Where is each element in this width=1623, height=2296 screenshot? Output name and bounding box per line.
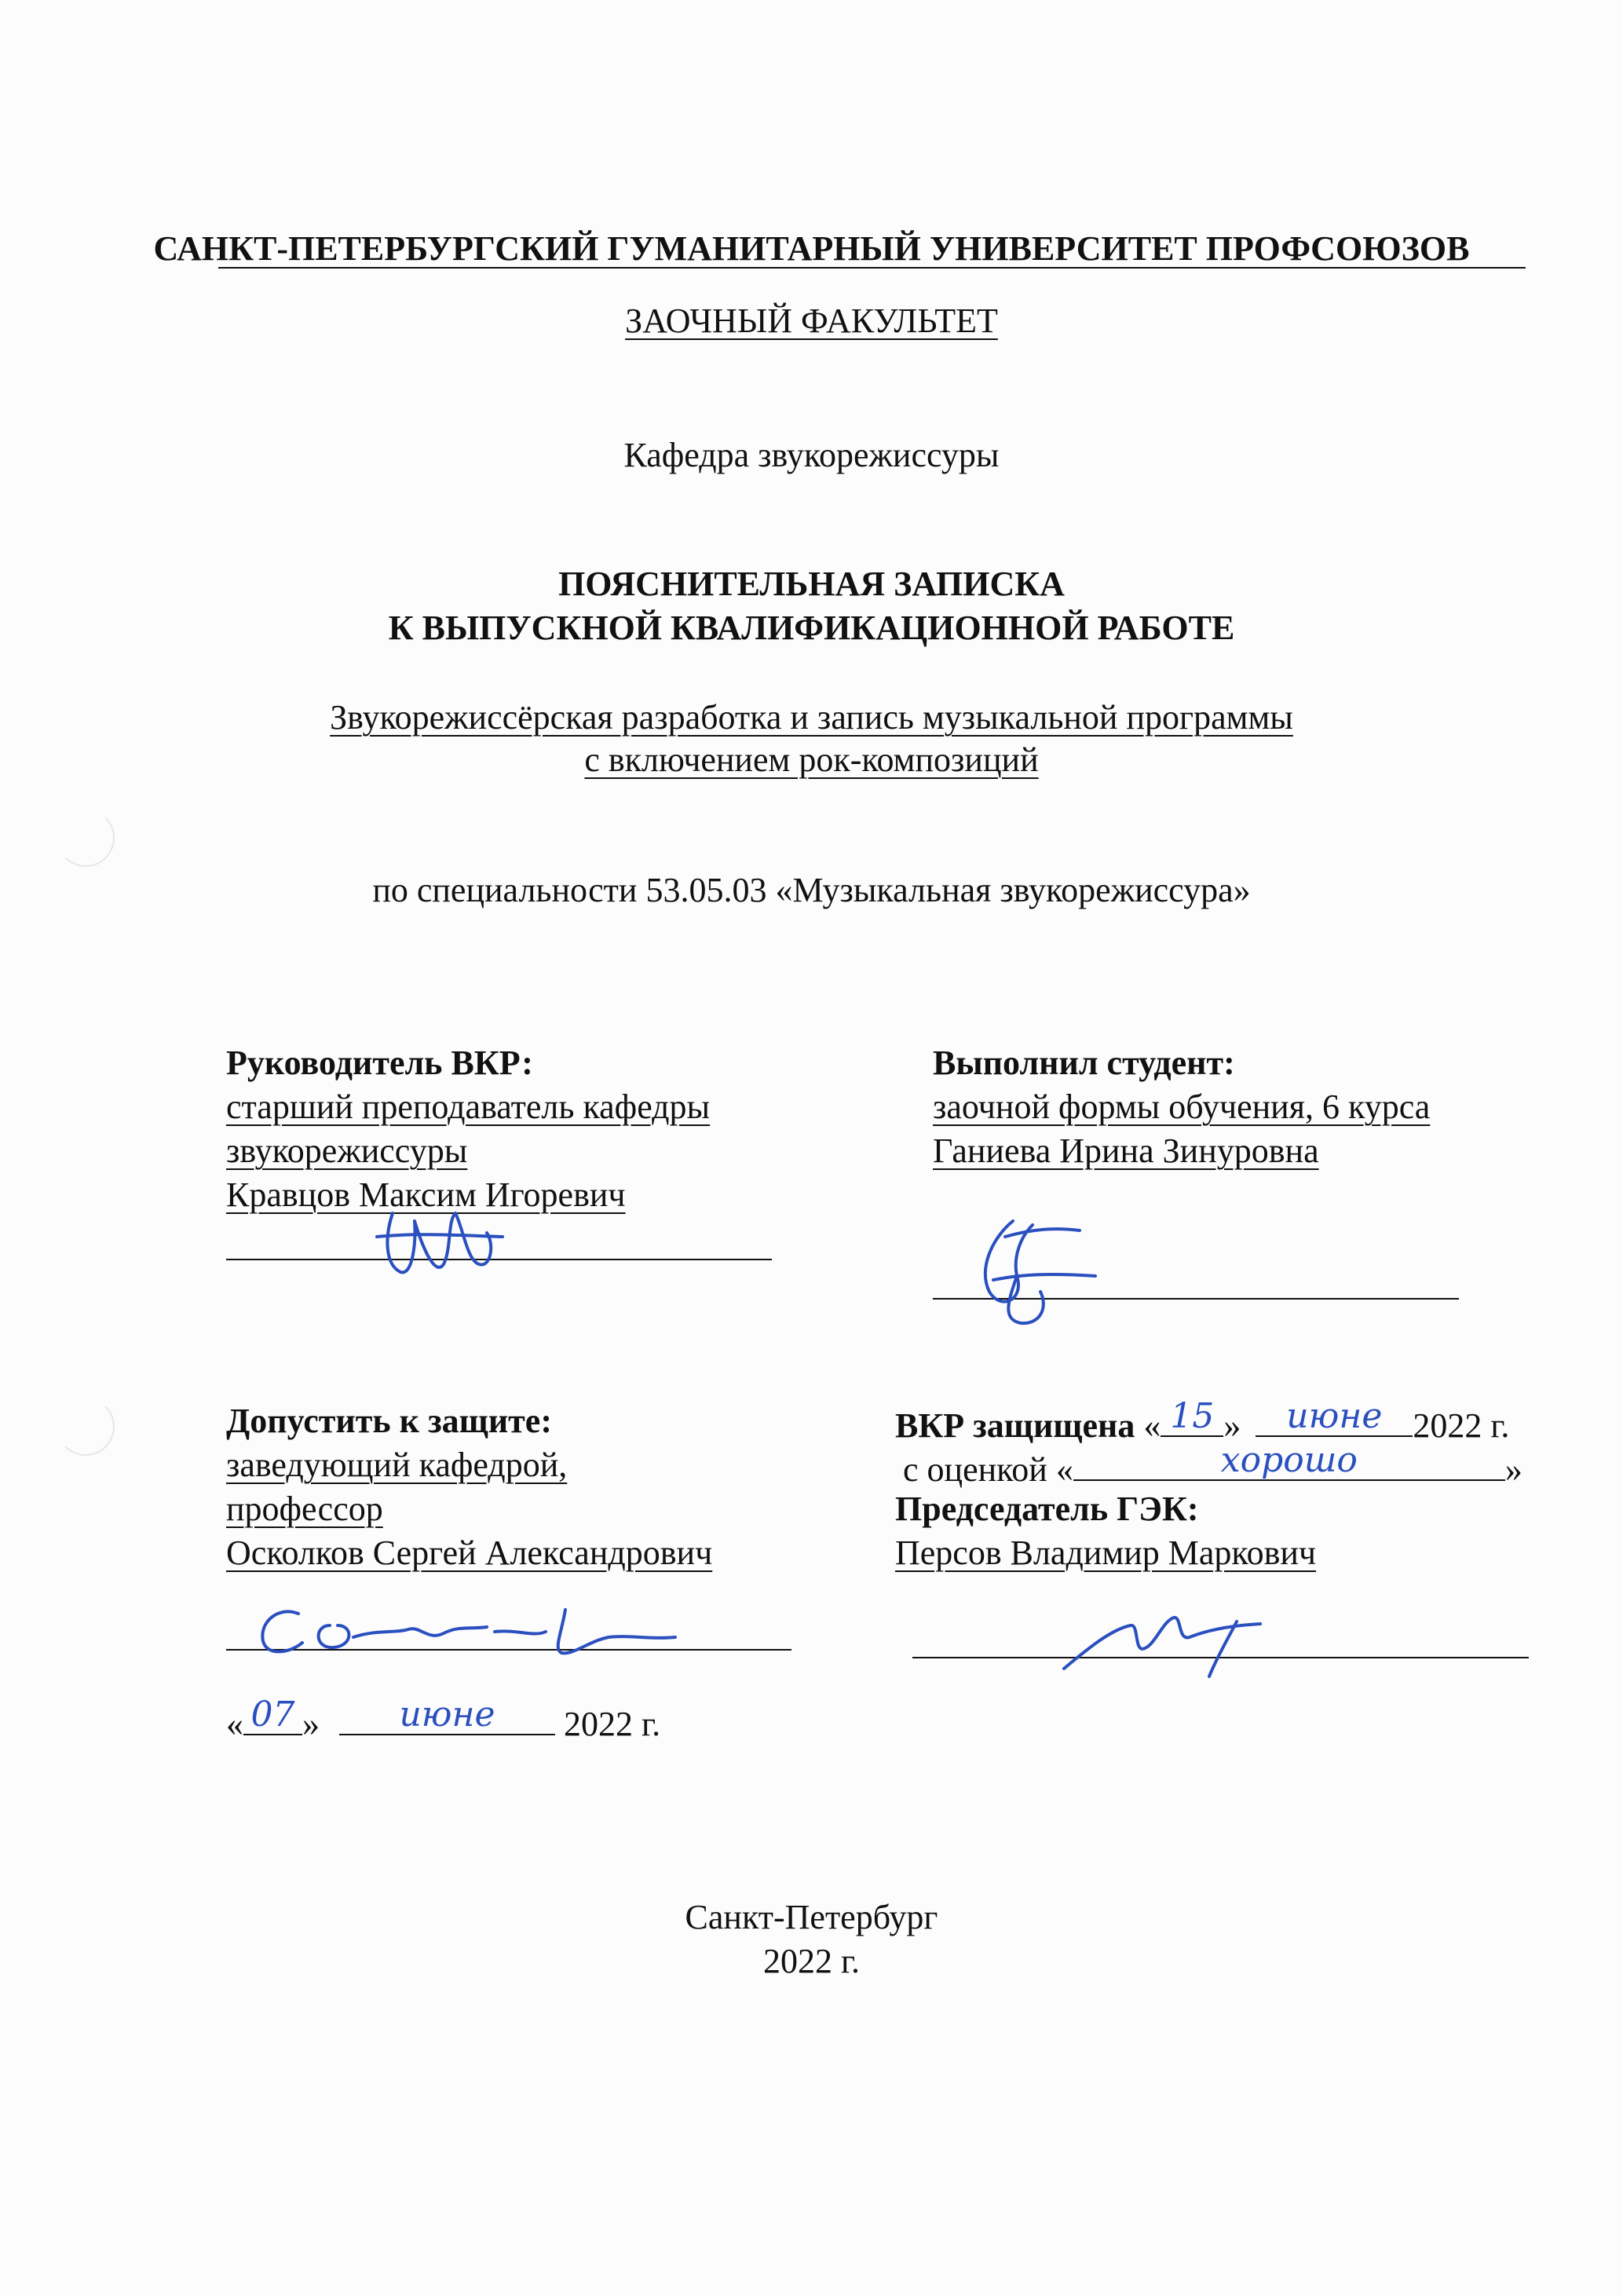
student-heading: Выполнил студент: [933, 1044, 1235, 1082]
student-name: Ганиева Ирина Зинуровна [933, 1132, 1319, 1170]
document-title-line1: ПОЯСНИТЕЛЬНАЯ ЗАПИСКА [558, 565, 1065, 603]
defense-year: 2022 г. [1413, 1406, 1510, 1445]
commission-chair-name: Персов Владимир Маркович [895, 1534, 1317, 1572]
admission-position-line1: заведующий кафедрой, [226, 1446, 568, 1484]
defense-open-quote: « [1143, 1406, 1161, 1445]
supervisor-heading: Руководитель ВКР: [226, 1044, 533, 1082]
admission-date-open-quote: « [226, 1705, 243, 1743]
student-form: заочной формы обучения, 6 курса [933, 1088, 1431, 1126]
defense-heading: ВКР защищена [895, 1406, 1135, 1445]
defense-grade: хорошо [1220, 1440, 1358, 1480]
city: Санкт-Петербург [685, 1898, 938, 1936]
admission-date-year: 2022 г. [564, 1705, 661, 1743]
document-title-line2: К ВЫПУСКНОЙ КВАЛИФИКАЦИОННОЙ РАБОТЕ [388, 609, 1235, 647]
defense-month: июне [1286, 1396, 1383, 1436]
admission-heading: Допустить к защите: [226, 1402, 552, 1440]
department-head-signature [251, 1594, 722, 1669]
commission-chair-signature [1052, 1594, 1288, 1680]
supervisor-position-line1: старший преподаватель кафедры [226, 1088, 711, 1126]
supervisor-position-line2: звукорежиссуры [226, 1132, 468, 1170]
thesis-topic-line1: Звукорежиссёрская разработка и запись музыкальной программы [330, 698, 1293, 737]
header-rule [218, 267, 1526, 269]
year: 2022 г. [762, 1942, 861, 1980]
supervisor-signature [369, 1190, 510, 1284]
defense-grade-line [903, 1440, 1522, 1489]
thesis-topic-line2: с включением рок-композиций [584, 740, 1039, 779]
faculty-name: ЗАОЧНЫЙ ФАКУЛЬТЕТ [625, 302, 998, 340]
specialty-line: по специальности 53.05.03 «Музыкальная звукорежиссура» [372, 871, 1251, 909]
university-name: САНКТ-ПЕТЕРБУРГСКИЙ ГУМАНИТАРНЫЙ УНИВЕРСИТЕТ ПРОФСОЮЗОВ [153, 229, 1470, 268]
defense-grade-prefix: с оценкой « [903, 1450, 1073, 1489]
defense-close-quote: » [1223, 1406, 1241, 1445]
department-head-name: Осколков Сергей Александрович [226, 1534, 713, 1572]
supervisor-name: Кравцов Максим Игоревич [226, 1175, 626, 1214]
department-name: Кафедра звукорежиссуры [623, 436, 1000, 474]
punch-hole-mark [57, 809, 115, 867]
defense-day: 15 [1170, 1396, 1215, 1436]
admission-date-day: 07 [250, 1695, 295, 1735]
punch-hole-mark [57, 1398, 115, 1456]
admission-position-line2: профессор [226, 1490, 383, 1528]
student-signature [946, 1213, 1103, 1331]
defense-date [895, 1396, 1510, 1445]
admission-date-month: июне [399, 1695, 495, 1735]
admission-date [226, 1695, 661, 1743]
commission-chair-heading: Председатель ГЭК: [895, 1490, 1199, 1528]
defense-grade-suffix: » [1504, 1450, 1522, 1489]
admission-date-close-quote: » [302, 1705, 320, 1743]
